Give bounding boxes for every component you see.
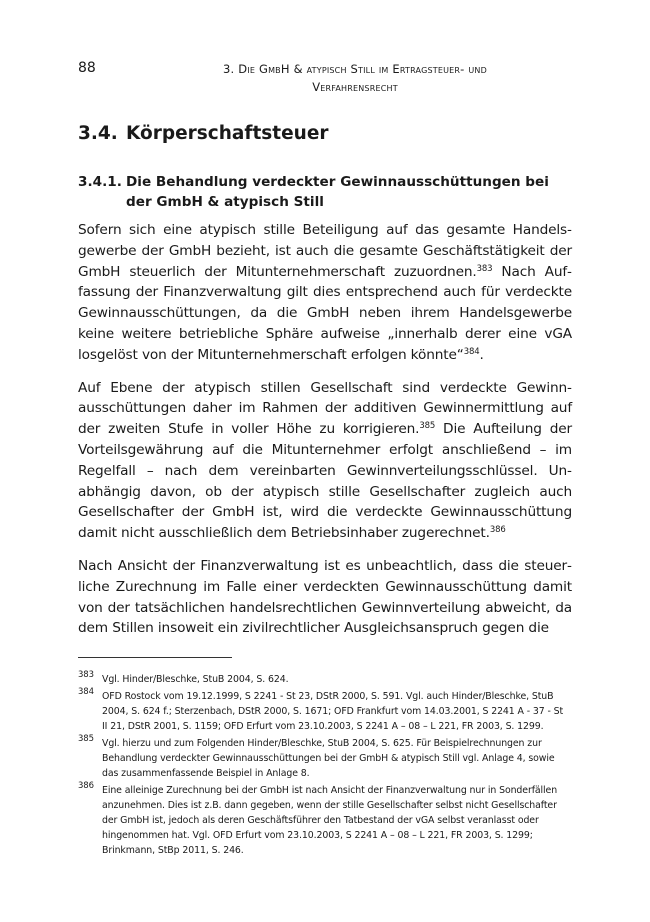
paragraph-text: Nach Ansicht der Finanzverwaltung ist es unbeachtlich, dass die steuerliche Zurechnung im Falle einer verdeckten Gewinnausschüttung damit von der tatsächlichen handelsrechtlichen Gewinnverteilung abweicht, da dem Stillen insoweit ein zivilrechtlicher Ausgleichsanspruch gegen die xyxy=(78,557,572,637)
paragraph-text: Nach Auffassung der Finanzverwaltung gilt dies entsprechend auch für verdeckte Gewinnausschüttungen, da die GmbH neben ihrem Handelsgewerbe keine weitere betriebliche Sphäre aufweise „innerhalb derer eine vGA losgelöst von der Mitunternehmerschaft erfolgen könnte“ xyxy=(78,263,572,363)
subsection-number: 3.4.1. xyxy=(78,174,122,190)
footnotes xyxy=(78,672,570,860)
footnote-ref: 383 xyxy=(476,263,493,274)
footnote-ref: 384 xyxy=(463,346,480,357)
section-heading xyxy=(78,123,329,144)
paragraph-text: Auf Ebene der atypisch stillen Gesellschaft sind verdeckte Gewinnausschüttungen daher im Rahmen der additiven Gewinnermittlung auf der zweiten Stufe in voller Höhe zu korrigieren. xyxy=(78,379,572,438)
paragraph-1 xyxy=(78,220,572,366)
footnote-separator xyxy=(78,657,232,658)
running-head xyxy=(150,60,560,96)
subsection-heading xyxy=(78,172,568,212)
footnote-text: Vgl. hierzu und zum Folgenden Hinder/Bleschke, StuB 2004, S. 625. Für Beispielrechnungen zur Behandlung verdeckter Gewinnausschüttungen bei der GmbH & atypisch Still vgl. Anlage 4, sowie das zusammenfassende Beispiel in Anlage 8. xyxy=(102,738,555,779)
subsection-title: Die Behandlung verdeckter Gewinnausschüttungen bei der GmbH & atypisch Still xyxy=(126,174,549,210)
footnote-385 xyxy=(78,736,570,781)
paragraph-2 xyxy=(78,378,572,544)
footnote-text: Vgl. Hinder/Bleschke, StuB 2004, S. 624. xyxy=(102,674,289,685)
footnote-number: 384 xyxy=(78,687,94,697)
footnote-ref: 385 xyxy=(419,421,436,432)
page-number: 88 xyxy=(78,60,96,76)
paragraph-text: Sofern sich eine atypisch stille Beteiligung auf das gesamte Handelsgewerbe der GmbH bezieht, ist auch die gesamte Geschäftstätigkeit der GmbH steuerlich der Mitunternehmerschaft zuzuordnen. xyxy=(78,222,572,280)
footnote-383 xyxy=(78,672,570,687)
section-title: Körperschaftsteuer xyxy=(126,123,329,144)
footnote-386 xyxy=(78,783,570,858)
paragraph-text: Die Aufteilung der Vorteilsgewährung auf die Mitunternehmer erfolgt anschließend – im Regelfall – nach dem vereinbarten Gewinnverteilungsschlüssel. Unabhängig davon, ob der atypisch stille Gesellschafter zugleich auch Gesellschafter der GmbH ist, wird die verdeckte Gewinnausschüttung damit nicht ausschließlich dem Betriebsinhaber zugerechnet. xyxy=(78,421,572,542)
footnote-text: OFD Rostock vom 19.12.1999, S 2241 - St 23, DStR 2000, S. 591. Vgl. auch Hinder/Bleschke, StuB 2004, S. 624 f.; Sterzenbach, DStR 2000, S. 1671; OFD Frankfurt vom 14.03.2001, S 2241 A - 37 - St II 21, DStR 2001, S. 1159; OFD Erfurt vom 23.10.2003, S 2241 A – 08 – L 221, FR 2003, S. 1299. xyxy=(102,691,564,732)
body-text xyxy=(78,220,572,651)
footnote-number: 386 xyxy=(78,781,94,791)
paragraph-3 xyxy=(78,556,572,639)
footnote-number: 383 xyxy=(78,670,94,680)
footnote-text: Eine alleinige Zurechnung bei der GmbH ist nach Ansicht der Finanzverwaltung nur in Sonderfällen anzunehmen. Dies ist z.B. dann gegeben, wenn der stille Gesellschafter selbst nicht Gesellschafter der GmbH ist, jedoch als deren Geschäftsführer den Tatbestand der vGA selbst veranlasst oder hingenommen hat. Vgl. OFD Erfurt vom 23.10.2003, S 2241 A – 08 – L 221, FR 2003, S. 1299; Brinkmann, StBp 2011, S. 246. xyxy=(102,785,558,856)
footnote-ref: 386 xyxy=(489,525,506,536)
running-head-line-1: 3. Die GmbH & atypisch Still im Ertragsteuer- und xyxy=(223,62,487,76)
footnote-384 xyxy=(78,689,570,734)
running-head-line-2: Verfahrensrecht xyxy=(312,80,398,94)
paragraph-text: . xyxy=(479,346,484,363)
footnote-number: 385 xyxy=(78,734,94,744)
section-number: 3.4. xyxy=(78,123,118,144)
